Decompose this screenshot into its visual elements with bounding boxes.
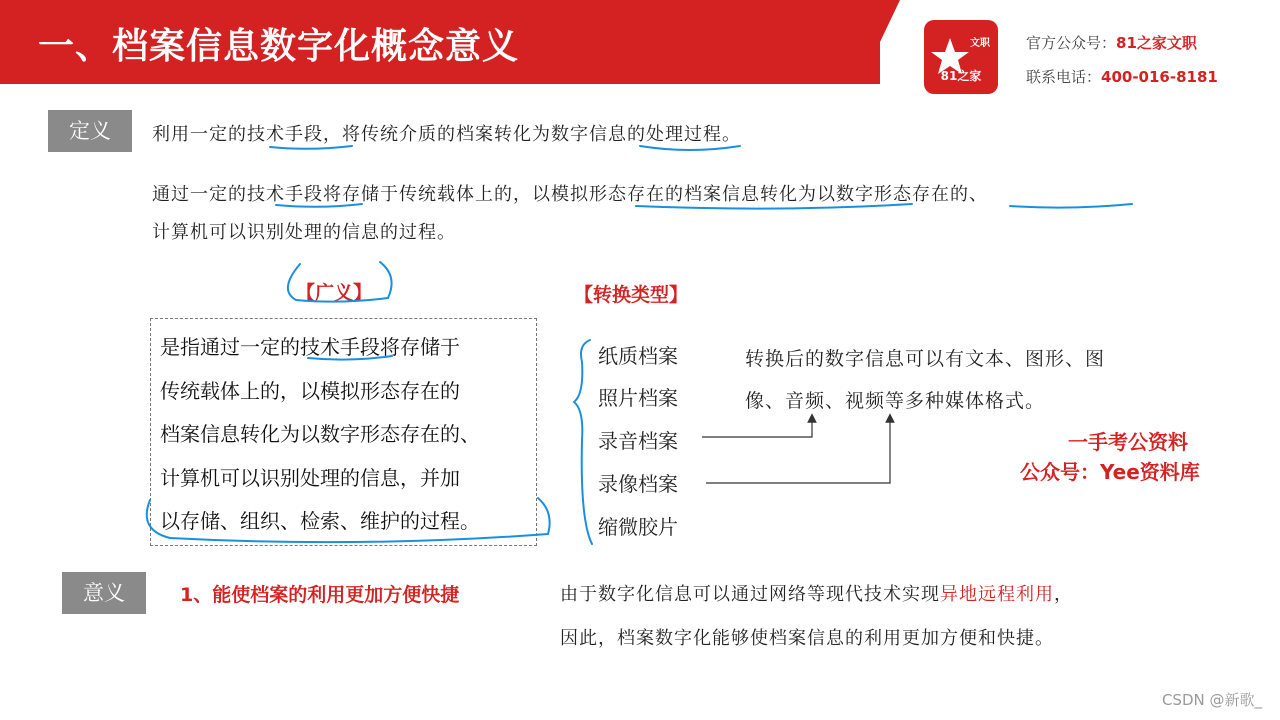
promo-text-2: 公众号：Yee资料库	[1020, 460, 1200, 484]
underline-tech-means-3	[308, 356, 392, 360]
brace-types	[574, 340, 592, 544]
significance-line-1-suffix: ，	[1054, 584, 1073, 605]
csdn-credit: CSDN @新歌_	[1161, 691, 1262, 709]
significance-highlight: 异地远程利用	[940, 584, 1054, 605]
type-item-photo: 照片档案	[598, 386, 678, 410]
page-title: 一、档案信息数字化概念意义	[38, 26, 520, 67]
contact-phone-label: 联系电话：	[1026, 68, 1102, 86]
type-item-video: 录像档案	[598, 472, 678, 496]
promo-text-1: 一手考公资料	[1068, 430, 1188, 454]
significance-line-1	[560, 580, 1073, 606]
significance-line-1-prefix: 由于数字化信息可以通过网络等现代技术实现	[560, 584, 940, 605]
underline-digital-form	[1010, 204, 1132, 208]
circle-broad	[288, 262, 392, 302]
type-item-audio: 录音档案	[598, 429, 678, 453]
definition-tag: 定义	[48, 110, 132, 152]
underline-digital-info	[640, 146, 740, 150]
logo-text-top: 文职	[970, 38, 990, 49]
underline-tech-means-2	[276, 204, 362, 207]
significance-point-1: 1、能使档案的利用更加方便快捷	[180, 584, 460, 606]
definition-line-3: 计算机可以识别处理的信息的过程。	[152, 222, 456, 243]
types-note-line-1: 转换后的数字信息可以有文本、图形、图	[745, 348, 1106, 370]
underline-tech-means	[270, 146, 352, 149]
types-note-line-2: 像、音频、视频等多种媒体格式。	[745, 390, 1046, 412]
official-account-value: 81之家文职	[1116, 34, 1197, 52]
types-heading: 【转换类型】	[574, 284, 689, 306]
type-item-microfilm: 缩微胶片	[598, 515, 678, 539]
logo-text-bottom: 81之家	[940, 69, 982, 83]
underline-analog	[636, 204, 912, 209]
significance-tag: 意义	[62, 572, 146, 614]
broad-line-1: 是指通过一定的技术手段将存储于	[160, 335, 460, 359]
significance-line-2: 因此，档案数字化能够使档案信息的利用更加方便和快捷。	[560, 628, 1054, 649]
contact-phone-value: 400-016-8181	[1101, 68, 1218, 86]
definition-line-2: 通过一定的技术手段将存储于传统载体上的，以模拟形态存在的档案信息转化为以数字形态存在的、	[152, 184, 988, 205]
broad-line-3: 档案信息转化为以数字形态存在的、	[160, 422, 480, 446]
broad-line-5: 以存储、组织、检索、维护的过程。	[160, 509, 480, 533]
type-item-paper: 纸质档案	[598, 344, 678, 368]
broad-line-2: 传统载体上的，以模拟形态存在的	[160, 378, 460, 403]
broad-line-4: 计算机可以识别处理的信息，并加	[160, 465, 460, 490]
broad-heading: 【广义】	[296, 282, 373, 304]
definition-line-1: 利用一定的技术手段，将传统介质的档案转化为数字信息的处理过程。	[152, 124, 741, 145]
circle-storage-process	[147, 498, 550, 542]
official-account-label: 官方公众号：	[1026, 34, 1117, 52]
